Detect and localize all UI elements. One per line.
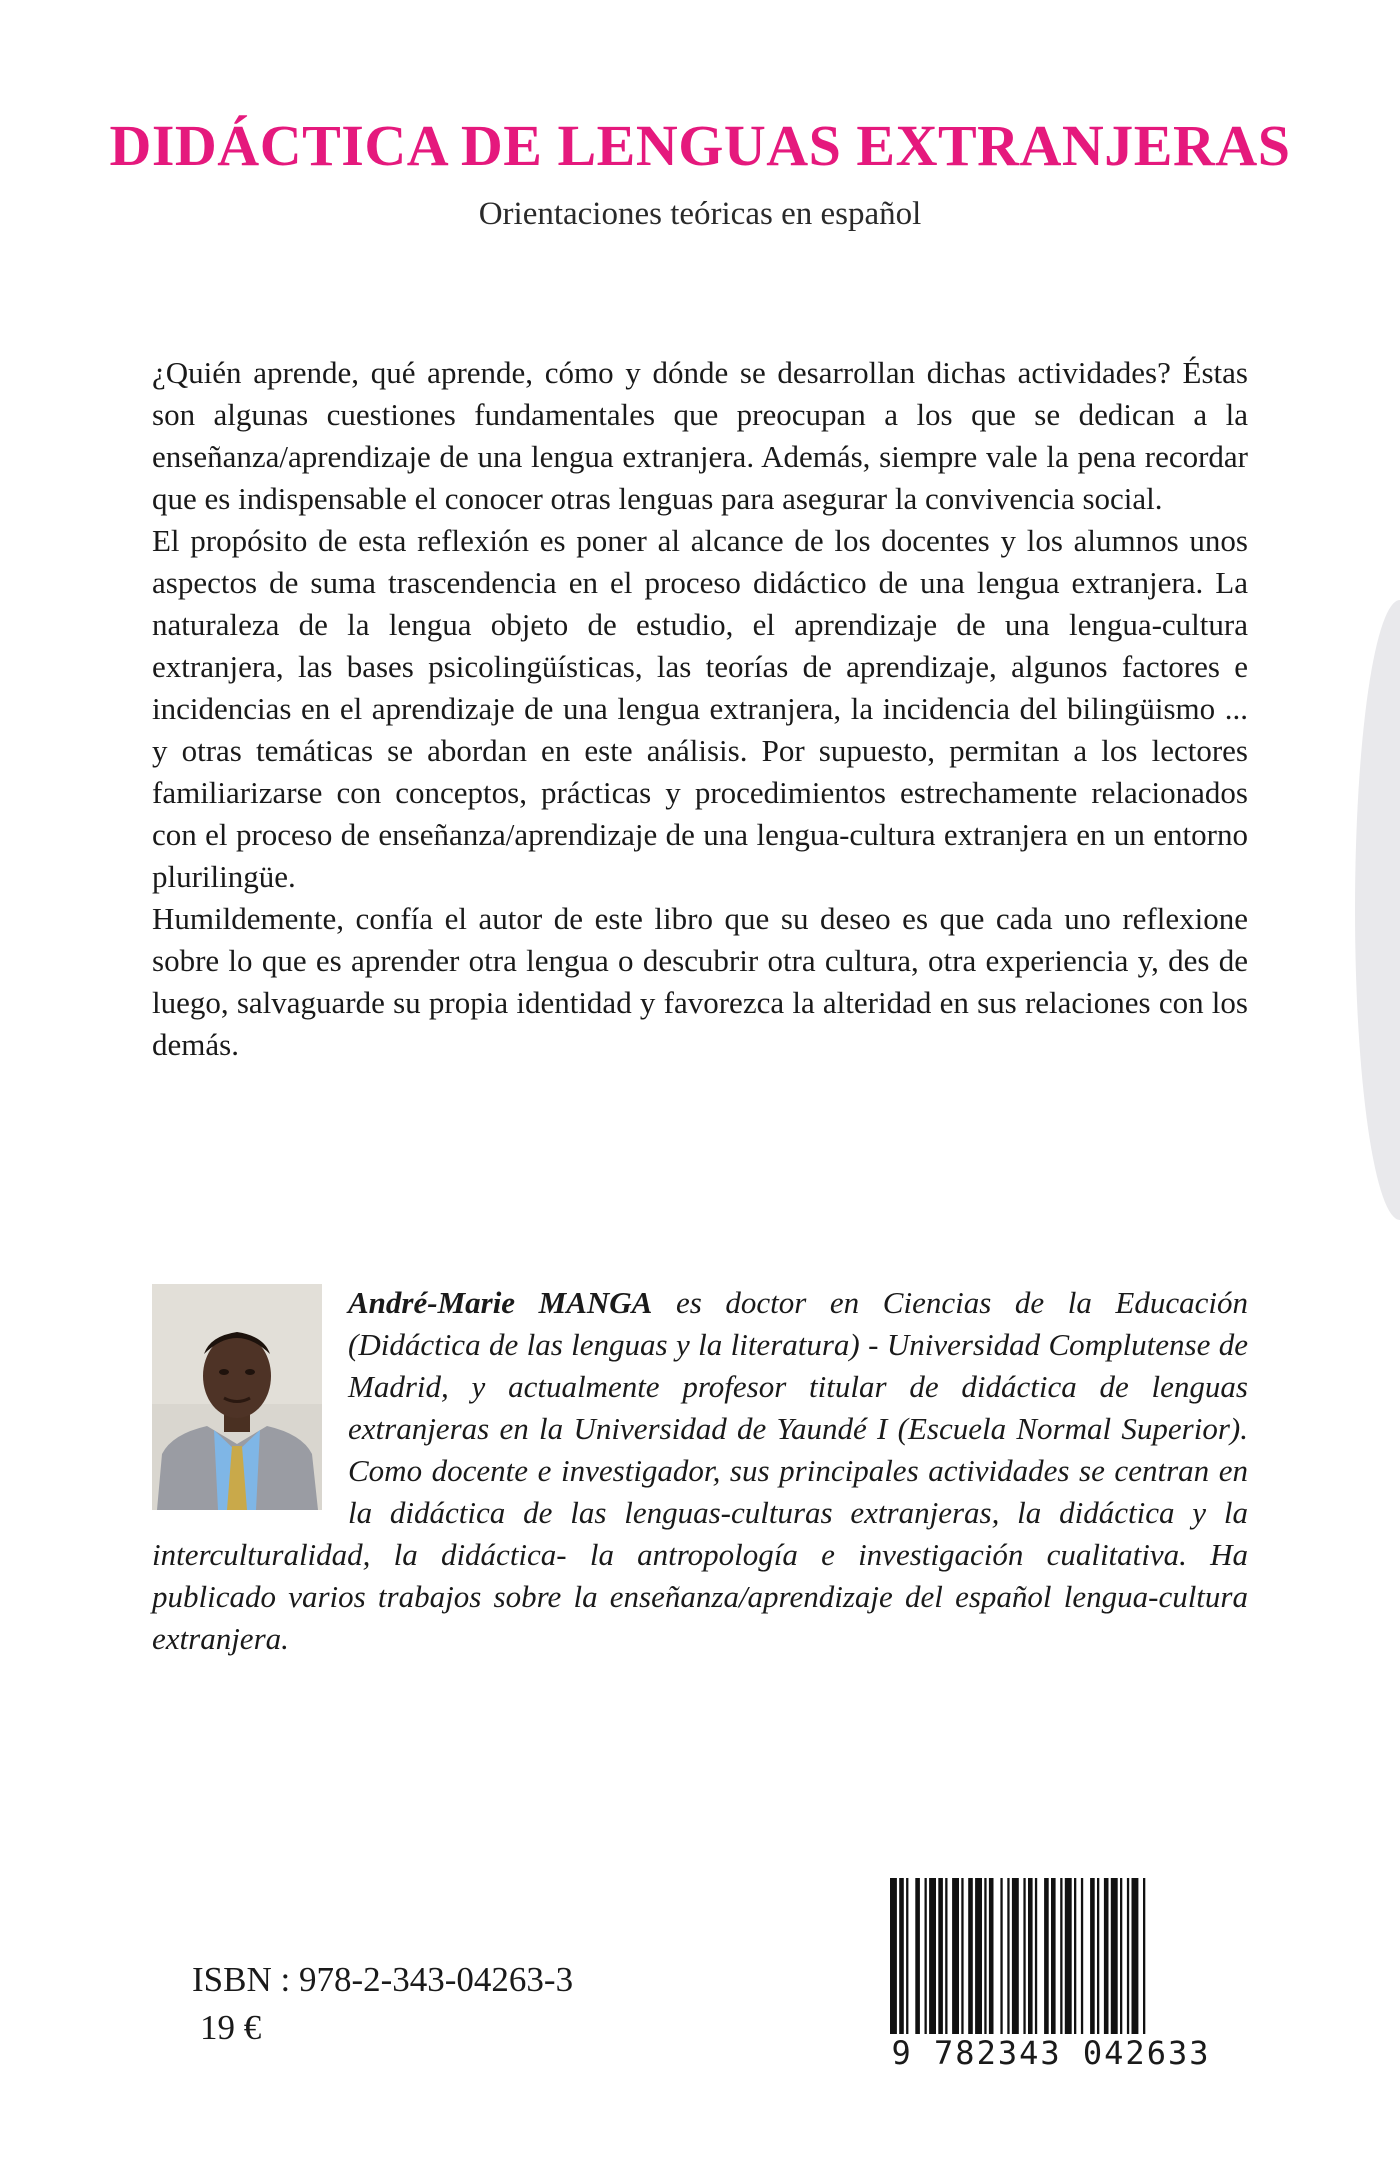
decorative-side-shape [1355,600,1400,1220]
barcode-bar [915,1878,920,2038]
barcode-bar [1081,1878,1083,2038]
barcode-bar [1127,1878,1129,2038]
barcode-bar [1028,1878,1033,2038]
barcode-bar [1007,1878,1009,2038]
barcode-bar [890,1878,897,2038]
barcode-bar [961,1878,963,2038]
barcode-bar [906,1878,908,2038]
barcode-bar [975,1878,982,2038]
barcode-bar [984,1878,986,2038]
barcode-bar [1000,1878,1002,2038]
barcode-bar [945,1878,947,2038]
price-label: 19 € [200,2008,262,2047]
barcode-bar [1065,1878,1072,2038]
barcode-bar [1035,1878,1037,2038]
author-name: André-Marie MANGA [348,1285,653,1320]
barcode-bar [1044,1878,1049,2038]
barcode-bar [925,1878,927,2038]
barcode-bar [1104,1878,1109,2038]
barcode-bar [1132,1878,1139,2038]
barcode-bar [1023,1878,1025,2038]
barcode-bar [1060,1878,1062,2038]
barcode-bar [1120,1878,1122,2038]
book-blurb [152,352,1248,1066]
barcode-bar [1090,1878,1095,2038]
barcode-bar [1012,1878,1019,2038]
author-section [152,1282,1248,1660]
barcode-bar [1143,1878,1145,2038]
barcode-bar [1074,1878,1076,2038]
isbn-label: ISBN : 978-2-343-04263-3 [192,1960,574,1999]
blurb-paragraph-1: ¿Quién aprende, qué aprende, cómo y dónde se desarrollan dichas actividades? Éstas son algunas cuestiones fundamentales que preocupan a los que se dedican a la enseñanza/aprendizaje de una lengua extranjera. Además, siempre vale la pena recordar que es indispensable el conocer otras lenguas para asegurar la convivencia social. [152,355,1248,516]
blurb-paragraph-2: El propósito de esta reflexión es poner al alcance de los docentes y los alumnos unos aspectos de suma trascendencia en el proceso didáctico de una lengua extranjera. La naturaleza de la lengua objeto de estudio, el aprendizaje de una lengua-cultura extranjera, las bases psicolingüísticas, las teorías de aprendizaje, algunos factores e incidencias en el aprendizaje de una lengua extranjera, la incidencia del bilingüismo ... y otras temáticas se abordan en este análisis. Por supuesto, permitan a los lectores familiarizarse con conceptos, prácticas y procedimientos estrechamente relacionados con el proceso de enseñanza/aprendizaje de una lengua-cultura extranjera en un entorno plurilingüe. [152,523,1248,894]
barcode-bar [1051,1878,1056,2038]
barcode-bar [952,1878,959,2038]
barcode-bar [938,1878,943,2038]
barcode-bar [989,1878,994,2038]
barcode-bar [1097,1878,1099,2038]
barcode-bar [899,1878,904,2038]
book-title: DIDÁCTICA DE LENGUAS EXTRANJERAS [109,113,1291,178]
author-bio-text: es doctor en Ciencias de la Educación (Didáctica de las lenguas y la literatura) - Universidad Complutense de Madrid, y actualmente profesor titular de didáctica de lenguas extranjeras en la Universidad de Yaundé I (Escuela Normal Superior). Como docente e investigador, sus principales actividades se centran en la didáctica de las lenguas-culturas extranjeras, la didáctica y la interculturalidad, la didáctica- la antropología e investigación cualitativa. Ha publicado varios trabajos sobre la enseñanza/aprendizaje del español lengua-cultura extranjera. [152,1285,1248,1656]
author-photo [152,1284,322,1510]
barcode [876,1872,1226,2072]
author-portrait-image [152,1284,322,1510]
barcode-bar [929,1878,936,2038]
blurb-paragraph-3: Humildemente, confía el autor de este libro que su deseo es que cada uno reflexione sobre lo que es aprender otra lengua o descubrir otra cultura, otra experiencia y, des de luego, salvaguarde su propia identidad y favorezca la alteridad en sus relaciones con los demás. [152,901,1248,1062]
barcode-bar [1111,1878,1118,2038]
barcode-bar [968,1878,973,2038]
book-subtitle: Orientaciones teóricas en español [478,196,922,232]
barcode-digits: 9 782343 042633 [876,2034,1226,2072]
